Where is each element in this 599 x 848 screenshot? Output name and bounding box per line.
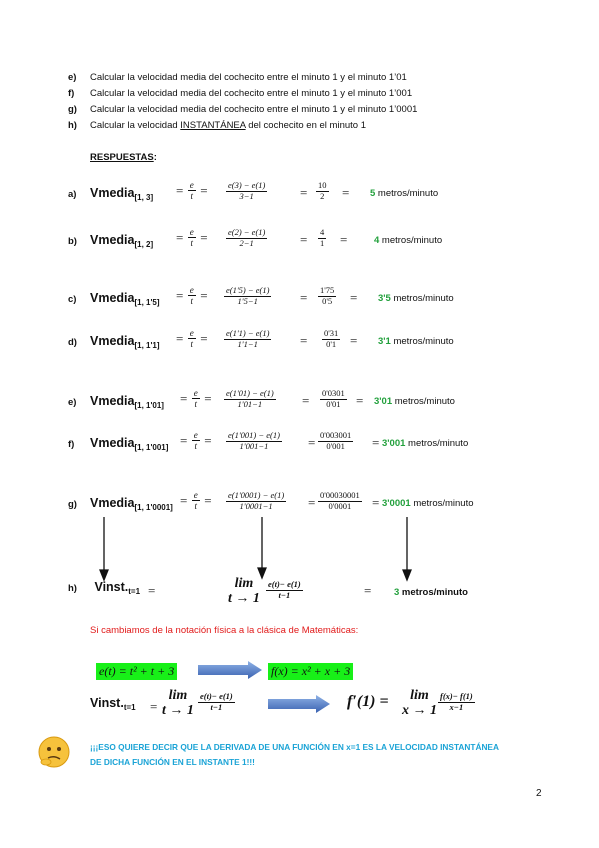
row-letter: f) bbox=[68, 439, 75, 450]
fraction-value: $\frac{0'31}{0'1}$ bbox=[324, 328, 339, 349]
equals-sign: = bbox=[300, 185, 308, 200]
fraction-main: $\frac{e(1'001) - e(1)}{1'001-1}$ bbox=[228, 430, 280, 451]
thinking-face-icon bbox=[36, 734, 72, 770]
answers-heading-colon: : bbox=[153, 152, 157, 163]
question-text: Calcular la velocidad media del cochecito entre el minuto 1 y el minuto 1’0001 bbox=[90, 104, 418, 115]
result-value: 3'001 metros/minuto bbox=[382, 438, 469, 449]
equals-sign: = bbox=[356, 393, 364, 408]
fraction-value: $\frac{0'00030001}{0'0001}$ bbox=[320, 490, 360, 511]
conclusion-line2: DE DICHA FUNCIÓN EN EL INSTANTE 1!!! bbox=[90, 757, 255, 767]
equals-sign: = bbox=[350, 333, 358, 348]
formula-f: f(x) = x² + x + 3 bbox=[268, 663, 353, 680]
equals-sign: = bbox=[300, 290, 308, 305]
fraction-main: $\frac{e(1'0001) - e(1)}{1'0001-1}$ bbox=[228, 490, 285, 511]
arrow-down-icon bbox=[403, 570, 411, 580]
equals-sign: = bbox=[300, 232, 308, 247]
result-value: 4 metros/minuto bbox=[374, 235, 443, 246]
question-letter: g) bbox=[68, 104, 77, 115]
vmedia-label: Vmedia$_{[1, 3]}$ bbox=[90, 186, 154, 202]
question-text: Calcular la velocidad media del cochecito entre el minuto 1 y el minuto 1’01 bbox=[90, 72, 407, 83]
page-number: 2 bbox=[536, 788, 542, 799]
vmedia-label: Vmedia$_{[1, 1'001]}$ bbox=[90, 436, 169, 452]
row-letter: g) bbox=[68, 499, 77, 510]
fraction-value: $\frac{10}{2}$ bbox=[318, 180, 327, 201]
et-fraction: = $\frac{e}{t}$ = bbox=[180, 430, 212, 452]
bottom-fraction: $\frac{e(t)- e(1)}{t-1}$ bbox=[200, 691, 233, 712]
result-value: 3'0001 metros/minuto bbox=[382, 498, 474, 509]
question-letter: f) bbox=[68, 88, 75, 99]
et-fraction: = $\frac{e}{t}$ = bbox=[180, 388, 212, 410]
vmedia-label: Vmedia$_{[1, 1'1]}$ bbox=[90, 334, 160, 350]
equals-sign: = bbox=[300, 333, 308, 348]
instant-lim: lim t → 1 bbox=[228, 576, 260, 607]
instant-fraction: $\frac{e(t)- e(1)}{t-1}$ bbox=[268, 579, 301, 600]
equals-sign: = bbox=[342, 185, 350, 200]
equals-sign: = bbox=[308, 435, 316, 450]
question-text: del cochecito en el minuto 1 bbox=[245, 120, 366, 131]
fraction-value: $\frac{0'003001}{0'001}$ bbox=[320, 430, 352, 451]
question-text-underlined: INSTANTÁNEA bbox=[180, 120, 246, 131]
et-fraction: = $\frac{e}{t}$ = bbox=[176, 285, 208, 307]
et-fraction: = $\frac{e}{t}$ = bbox=[176, 328, 208, 350]
fraction-value: $\frac{0'0301}{0'01}$ bbox=[322, 388, 345, 409]
vmedia-label: Vmedia$_{[1, 1'0001]}$ bbox=[90, 496, 173, 512]
bottom-vinst: $Vinst._{t=1}$ bbox=[90, 696, 136, 712]
row-letter: a) bbox=[68, 189, 77, 200]
fraction-main: $\frac{e(1'1) - e(1)}{1'1-1}$ bbox=[226, 328, 270, 349]
fraction-value: $\frac{1'75}{0'5}$ bbox=[320, 285, 335, 306]
equals-sign: = bbox=[308, 495, 316, 510]
row-letter: e) bbox=[68, 397, 77, 408]
row-letter: b) bbox=[68, 236, 77, 247]
equals-sign: = bbox=[340, 232, 348, 247]
equals-sign: = bbox=[372, 495, 380, 510]
bottom-lim2: lim x → 1 bbox=[402, 688, 437, 719]
bottom-fraction2: $\frac{f(x)- f(1)}{x-1}$ bbox=[440, 691, 473, 712]
fprime: f′(1) = bbox=[347, 693, 389, 710]
vmedia-label: Vmedia$_{[1, 2]}$ bbox=[90, 233, 154, 249]
instant-eq: = bbox=[148, 583, 156, 598]
result-value: 3'1 metros/minuto bbox=[378, 336, 454, 347]
vmedia-label: Vmedia$_{[1, 1'5]}$ bbox=[90, 291, 160, 307]
et-fraction: = $\frac{e}{t}$ = bbox=[180, 490, 212, 512]
formula-e: e(t) = t² + t + 3 bbox=[96, 663, 177, 680]
row-letter: d) bbox=[68, 337, 77, 348]
question-letter: e) bbox=[68, 72, 77, 83]
fraction-main: $\frac{e(1'01) - e(1)}{1'01-1}$ bbox=[226, 388, 274, 409]
answers-heading-text: RESPUESTAS bbox=[90, 152, 154, 163]
equals-sign: = bbox=[302, 393, 310, 408]
question-text: Calcular la velocidad bbox=[90, 120, 181, 131]
question-letter: h) bbox=[68, 120, 77, 131]
equals-sign: = bbox=[372, 435, 380, 450]
result-value: 3'01 metros/minuto bbox=[374, 396, 455, 407]
et-fraction: = $\frac{e}{t}$ = bbox=[176, 227, 208, 249]
right-arrow-icon bbox=[198, 661, 262, 679]
instant-row bbox=[68, 578, 140, 596]
instant-eq2: = bbox=[364, 583, 372, 598]
fraction-main: $\frac{e(3) - e(1)}{3-1}$ bbox=[228, 180, 266, 201]
et-fraction: = $\frac{e}{t}$ = bbox=[176, 180, 208, 202]
result-value: 5 metros/minuto bbox=[370, 188, 439, 199]
bottom-lim: lim t → 1 bbox=[162, 688, 194, 719]
conclusion-line1: ¡¡¡ESO QUIERE DECIR QUE LA DERIVADA DE UNA FUNCIÓN EN x=1 ES LA VELOCIDAD INSTANTÁNEA bbox=[90, 742, 499, 752]
notation-note: Si cambiamos de la notación física a la clásica de Matemáticas: bbox=[90, 625, 359, 636]
instant-result: 3 metros/minuto bbox=[394, 587, 468, 598]
equals-sign: = bbox=[350, 290, 358, 305]
row-letter: h) bbox=[68, 583, 77, 594]
fraction-main: $\frac{e(1'5) - e(1)}{1'5-1}$ bbox=[226, 285, 270, 306]
fraction-main: $\frac{e(2) - e(1)}{2-1}$ bbox=[228, 227, 266, 248]
question-text: Calcular la velocidad media del cochecito entre el minuto 1 y el minuto 1’001 bbox=[90, 88, 413, 99]
fraction-value: $\frac{4}{1}$ bbox=[320, 227, 325, 248]
result-value: 3'5 metros/minuto bbox=[378, 293, 454, 304]
right-arrow-icon bbox=[268, 695, 330, 713]
vinst-label: $Vinst._{t=1}$ bbox=[94, 580, 141, 596]
bottom-eq: = bbox=[150, 699, 158, 714]
vmedia-label: Vmedia$_{[1, 1'01]}$ bbox=[90, 394, 164, 410]
row-letter: c) bbox=[68, 294, 77, 305]
